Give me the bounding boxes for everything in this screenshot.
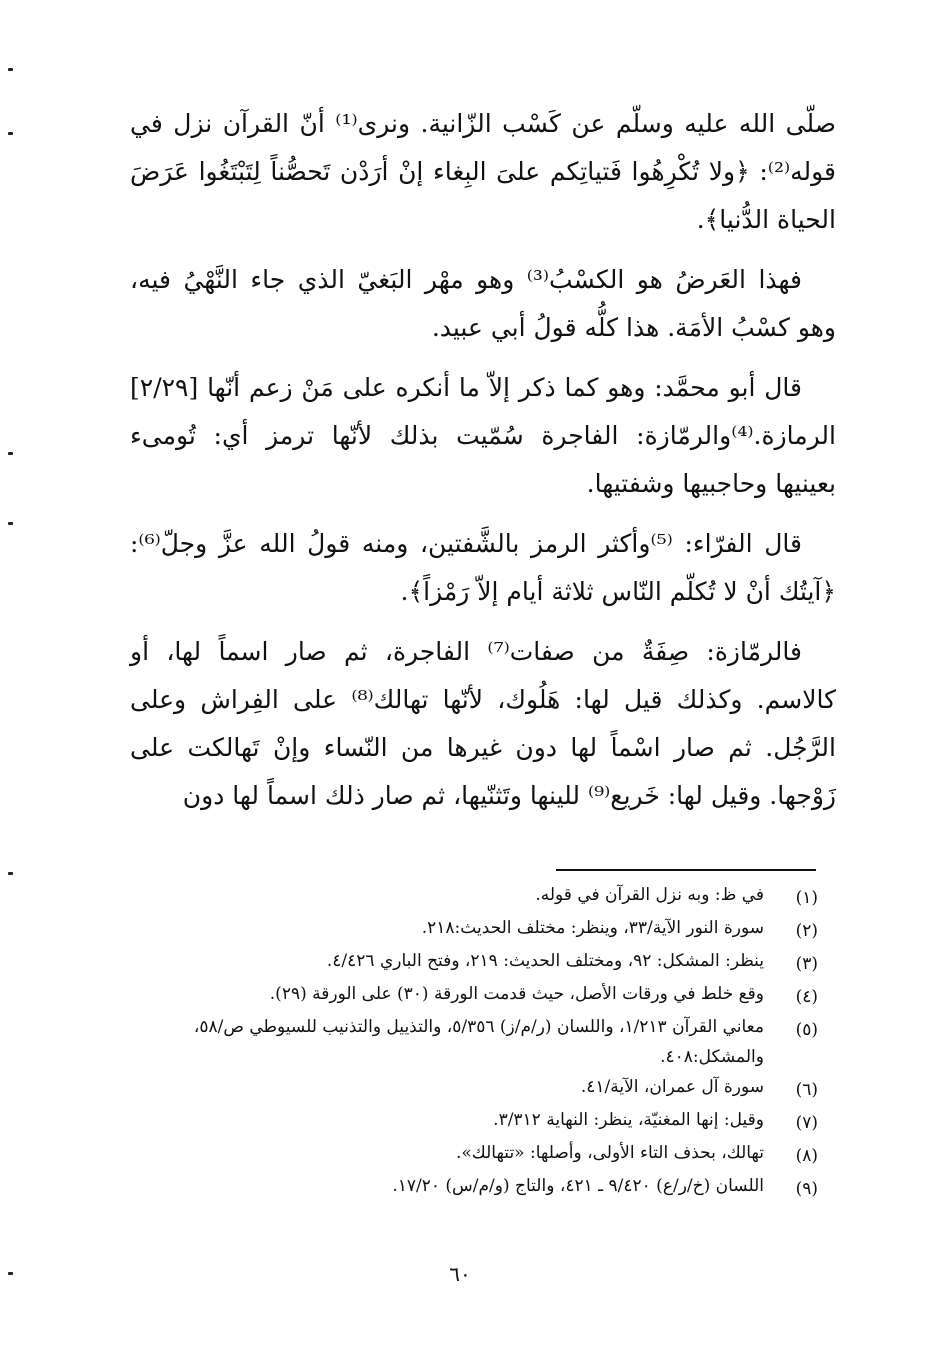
footnote-number: (٩) — [795, 1179, 818, 1199]
scan-speck — [8, 522, 13, 525]
footnote-text: معاني القرآن ١/٢١٣، واللسان (ر/م/ز) ٥/٣٥٦، والتذييل والتذنيب للسيوطي ص/٥٨، والمشكل:٤٠٨. — [193, 1017, 764, 1067]
footnote-number: (٨) — [795, 1146, 818, 1166]
footnote-text: وقع خلط في ورقات الأصل، حيث قدمت الورقة (٣٠) على الورقة (٢٩). — [269, 984, 764, 1004]
footnotes — [118, 880, 818, 1204]
scan-speck — [8, 132, 13, 135]
main-text — [130, 100, 836, 832]
footnote — [118, 880, 818, 913]
paragraph: قال أبو محمَّد: وهو كما ذكر إلاّ ما أنكره على مَنْ زعم أنّها [٢/٢٩] الرمازة.⁽⁴⁾والرمّازة: الفاجرة سُمّيت بذلك لأنّها ترمز أي: تُومىء بعينيها وحاجبيها وشفتيها. — [130, 373, 836, 498]
footnote — [118, 946, 818, 979]
footnote — [118, 979, 818, 1012]
scan-speck — [8, 68, 13, 71]
footnote — [118, 913, 818, 946]
footnote — [118, 1105, 818, 1138]
footnote-text: سورة آل عمران، الآية/٤١. — [580, 1077, 764, 1097]
paragraph: فهذا العَرضُ هو الكسْبُ⁽³⁾ وهو مهْر البَغيّ الذي جاء النَّهْيُ فيه، وهو كسْبُ الأمَة. هذا كلُّه قولُ أبي عبيد. — [130, 265, 836, 342]
footnote-number: (٦) — [795, 1080, 818, 1100]
footnote-number: (٢) — [795, 921, 818, 941]
footnote — [118, 1138, 818, 1171]
footnote-text: وقيل: إنها المغنيّة، ينظر: النهاية ٣/٣١٢. — [493, 1110, 764, 1130]
footnote-number: (٧) — [795, 1113, 818, 1133]
footnote — [118, 1171, 818, 1204]
footnote-text: سورة النور الآية/٣٣، وينظر: مختلف الحديث:٢١٨. — [421, 918, 764, 938]
footnote-text: اللسان (خ/ر/ع) ٩/٤٢٠ ـ ٤٢١، والتاج (و/م/س) ١٧/٢٠. — [392, 1176, 764, 1196]
paragraph: قال الفرّاء: ⁽⁵⁾وأكثر الرمز بالشَّفتين، ومنه قولُ الله عزَّ وجلّ⁽⁶⁾: ﴿آيتُك أنْ لا تُكلّم النّاس ثلاثة أيام إلاّ رَمْزاً﴾. — [130, 529, 836, 606]
paragraph: صلّى الله عليه وسلّم عن كَسْب الزّانية. ونرى⁽¹⁾ أنّ القرآن نزل في قوله⁽²⁾: ﴿ولا تُكْرِهُوا فَتياتِكم علىَ البِغاء إنْ أرَدْن تَحصُّناً لِتَبْتَغُوا عَرَضَ الحياة الدُّنيا﴾. — [130, 109, 836, 234]
scan-speck — [8, 872, 13, 875]
footnote-number: (٤) — [795, 987, 818, 1007]
footnote — [118, 1012, 818, 1072]
footnote — [118, 1072, 818, 1105]
footnote-text: في ظ: وبه نزل القرآن في قوله. — [535, 885, 764, 905]
paragraph: فالرمّازة: صِفَةٌ من صفات⁽⁷⁾ الفاجرة، ثم صار اسماً لها، أو كالاسم. وكذلك قيل لها: هَلُوك، لأنّها تهالك⁽⁸⁾ على الفِراش وعلى الرَّجُل. ثم صار اسْماً لها دون غيرها من النّساء وإنْ تَهالكت على زَوْجها. وقيل لها: خَريع⁽⁹⁾ للينها وتَثنّيها، ثم صار ذلك اسماً لها دون — [130, 637, 836, 810]
footnote-text: ينظر: المشكل: ٩٢، ومختلف الحديث: ٢١٩، وفتح الباري ٤/٤٢٦. — [326, 951, 764, 971]
footnote-number: (٥) — [795, 1020, 818, 1040]
page-number: ٦٠ — [449, 1262, 471, 1286]
footnote-separator — [556, 869, 816, 871]
footnote-number: (١) — [795, 888, 818, 908]
footnote-text: تهالك، بحذف التاء الأولى، وأصلها: «تتهالك». — [455, 1143, 764, 1163]
scan-speck — [8, 452, 13, 455]
footnote-number: (٣) — [795, 954, 818, 974]
scan-speck — [8, 1272, 13, 1275]
